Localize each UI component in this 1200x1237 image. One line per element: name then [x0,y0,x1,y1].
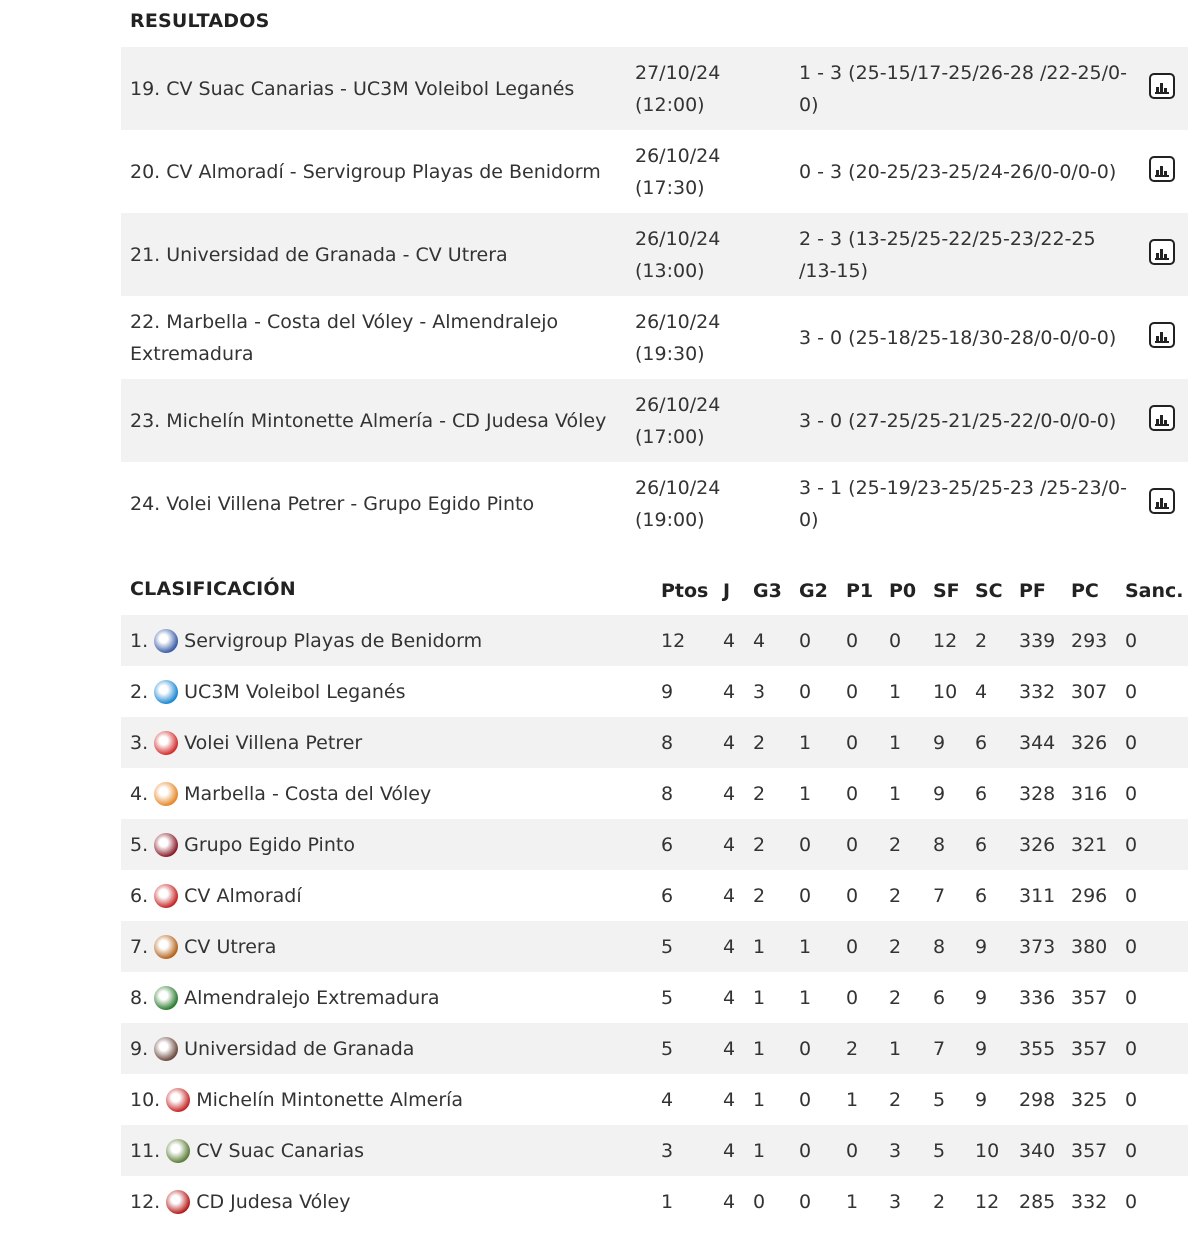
stat-cell: 0 [1125,1037,1138,1060]
bar-chart-icon[interactable] [1149,488,1175,514]
stat-cell: 0 [1125,833,1138,856]
team-position: 1. [130,629,149,652]
stat-cell: 2 [753,884,766,907]
standings-row [121,1125,1188,1176]
stat-cell: 2 [889,833,902,856]
team-logo [166,1190,190,1214]
stat-cell: 328 [1019,782,1056,805]
standings-row [121,615,1188,666]
stat-cell: 2 [753,782,766,805]
team-name[interactable]: Almendralejo Extremadura [184,986,440,1009]
stat-cell: 4 [661,1088,674,1111]
result-row [121,462,1188,545]
stat-cell: 4 [723,884,736,907]
result-date: 26/10/24 [635,310,721,333]
stat-cell: 355 [1019,1037,1056,1060]
stat-cell: 0 [1125,680,1138,703]
stat-cell: 6 [975,884,988,907]
result-score: 1 - 3 (25-15/17-25/26-28 /22-25/0-0) [799,61,1127,116]
stat-cell: 5 [661,1037,674,1060]
result-row [121,130,1188,213]
stat-cell: 1 [753,1037,766,1060]
standings-row [121,819,1188,870]
bar-chart-icon[interactable] [1149,239,1175,265]
team-cell [130,615,482,666]
column-header: G2 [799,580,828,602]
result-match: 23. Michelín Mintonette Almería - CD Judesa Vóley [130,409,607,432]
result-match: 20. CV Almoradí - Servigroup Playas de Benidorm [130,160,601,183]
result-score: 0 - 3 (20-25/23-25/24-26/0-0/0-0) [799,160,1117,183]
stat-cell: 332 [1071,1190,1108,1213]
stat-cell: 4 [753,629,766,652]
stat-cell: 9 [661,680,674,703]
stat-cell: 0 [1125,1088,1138,1111]
result-time: (19:30) [635,342,705,365]
stat-cell: 344 [1019,731,1056,754]
standings-row [121,1074,1188,1125]
stat-cell: 336 [1019,986,1056,1009]
stat-cell: 8 [933,833,946,856]
stat-cell: 7 [933,884,946,907]
team-name[interactable]: Volei Villena Petrer [184,731,363,754]
bar-chart-icon[interactable] [1149,322,1175,348]
stat-cell: 0 [846,1139,859,1162]
result-score: 3 - 0 (27-25/25-21/25-22/0-0/0-0) [799,409,1117,432]
team-position: 4. [130,782,149,805]
stat-cell: 2 [933,1190,946,1213]
stat-cell: 332 [1019,680,1056,703]
stat-cell: 1 [799,986,812,1009]
column-header: P1 [846,580,874,602]
stat-cell: 285 [1019,1190,1056,1213]
stat-cell: 0 [889,629,902,652]
stat-cell: 4 [723,1190,736,1213]
stat-cell: 4 [723,629,736,652]
team-name[interactable]: UC3M Voleibol Leganés [184,680,406,703]
stat-cell: 1 [889,1037,902,1060]
team-position: 12. [130,1190,161,1213]
team-position: 3. [130,731,149,754]
stat-cell: 2 [889,986,902,1009]
stat-cell: 12 [661,629,686,652]
stat-cell: 6 [975,731,988,754]
result-datetime [635,130,765,213]
standings-row [121,717,1188,768]
stat-cell: 1 [799,935,812,958]
stat-cell: 0 [1125,935,1138,958]
stat-cell: 0 [799,629,812,652]
stat-cell: 8 [661,731,674,754]
stat-cell: 4 [975,680,988,703]
standings-header [121,570,1188,614]
stat-cell: 307 [1071,680,1108,703]
stat-cell: 2 [753,833,766,856]
column-header: PC [1071,580,1099,602]
stat-cell: 9 [933,782,946,805]
team-position: 2. [130,680,149,703]
result-row [121,47,1188,130]
standings-table [121,615,1188,1227]
column-header: G3 [753,580,782,602]
stat-cell: 4 [723,1139,736,1162]
column-header: SC [975,580,1003,602]
standings-row [121,921,1188,972]
stat-cell: 3 [661,1139,674,1162]
stat-cell: 296 [1071,884,1108,907]
stat-cell: 6 [661,884,674,907]
stat-cell: 326 [1071,731,1108,754]
stat-cell: 357 [1071,1139,1108,1162]
stat-cell: 4 [723,1037,736,1060]
stat-cell: 0 [799,1037,812,1060]
result-date: 26/10/24 [635,227,721,250]
stat-cell: 2 [846,1037,859,1060]
team-name[interactable]: Universidad de Granada [184,1037,415,1060]
result-datetime [635,462,765,545]
team-position: 7. [130,935,149,958]
result-date: 26/10/24 [635,144,721,167]
result-datetime [635,379,765,462]
standings-title: CLASIFICACIÓN [130,578,296,600]
standings-row [121,870,1188,921]
result-time: (19:00) [635,508,705,531]
stat-cell: 10 [975,1139,1000,1162]
team-logo [154,1037,178,1061]
team-cell [130,1125,364,1176]
team-name[interactable]: CV Utrera [184,935,277,958]
stat-cell: 0 [846,629,859,652]
team-cell [130,768,431,819]
stat-cell: 340 [1019,1139,1056,1162]
result-match: 19. CV Suac Canarias - UC3M Voleibol Leganés [130,77,575,100]
stat-cell: 2 [889,935,902,958]
stat-cell: 4 [723,986,736,1009]
stat-cell: 311 [1019,884,1056,907]
team-logo [154,935,178,959]
stat-cell: 321 [1071,833,1108,856]
stat-cell: 6 [975,833,988,856]
stat-cell: 0 [799,1139,812,1162]
team-logo [154,884,178,908]
result-date: 27/10/24 [635,61,721,84]
result-match: 22. Marbella - Costa del Vóley - Almendralejo Extremadura [130,310,559,365]
stat-cell: 357 [1071,1037,1108,1060]
stat-cell: 6 [975,782,988,805]
stat-cell: 0 [799,1088,812,1111]
team-name[interactable]: Grupo Egido Pinto [184,833,355,856]
team-cell [130,1023,414,1074]
result-date: 26/10/24 [635,476,721,499]
column-header: Ptos [661,580,709,602]
results-title: RESULTADOS [130,10,270,32]
stat-cell: 9 [975,1037,988,1060]
stat-cell: 9 [933,731,946,754]
stat-cell: 1 [753,935,766,958]
stat-cell: 2 [753,731,766,754]
stat-cell: 0 [1125,1190,1138,1213]
result-row [121,296,1188,379]
stat-cell: 8 [933,935,946,958]
team-cell [130,819,355,870]
stat-cell: 0 [1125,782,1138,805]
stat-cell: 1 [753,1088,766,1111]
team-position: 10. [130,1088,161,1111]
standings-row [121,768,1188,819]
stat-cell: 10 [933,680,958,703]
stat-cell: 316 [1071,782,1108,805]
column-header: Sanc. [1125,580,1184,602]
team-position: 6. [130,884,149,907]
stat-cell: 339 [1019,629,1056,652]
result-match: 21. Universidad de Granada - CV Utrera [130,243,508,266]
stat-cell: 1 [889,731,902,754]
team-cell [130,1176,351,1227]
team-position: 9. [130,1037,149,1060]
team-name[interactable]: Michelín Mintonette Almería [196,1088,464,1111]
stat-cell: 4 [723,731,736,754]
stat-cell: 298 [1019,1088,1056,1111]
stat-cell: 4 [723,1088,736,1111]
team-cell [130,666,406,717]
result-date: 26/10/24 [635,393,721,416]
stat-cell: 6 [661,833,674,856]
stat-cell: 0 [846,680,859,703]
stat-cell: 2 [975,629,988,652]
stat-cell: 8 [661,782,674,805]
stat-cell: 0 [1125,629,1138,652]
team-name[interactable]: CV Almoradí [184,884,302,907]
team-cell [130,870,302,921]
result-row [121,379,1188,462]
team-name[interactable]: CD Judesa Vóley [196,1190,351,1213]
stat-cell: 4 [723,833,736,856]
team-position: 8. [130,986,149,1009]
stat-cell: 1 [846,1190,859,1213]
stat-cell: 0 [799,884,812,907]
stat-cell: 12 [975,1190,1000,1213]
result-time: (12:00) [635,93,705,116]
stat-cell: 0 [846,782,859,805]
stat-cell: 12 [933,629,958,652]
team-logo [154,731,178,755]
team-cell [130,921,276,972]
team-position: 11. [130,1139,161,1162]
stat-cell: 0 [846,884,859,907]
stat-cell: 9 [975,986,988,1009]
stat-cell: 1 [846,1088,859,1111]
result-time: (17:00) [635,425,705,448]
stat-cell: 3 [753,680,766,703]
team-cell [130,717,362,768]
column-header: SF [933,580,960,602]
bar-chart-icon[interactable] [1149,156,1175,182]
column-header: J [723,580,731,602]
stat-cell: 0 [799,833,812,856]
stat-cell: 326 [1019,833,1056,856]
stat-cell: 4 [723,680,736,703]
stat-cell: 1 [889,782,902,805]
stat-cell: 4 [723,935,736,958]
team-logo [154,629,178,653]
stat-cell: 0 [753,1190,766,1213]
standings-row [121,972,1188,1023]
result-datetime [635,47,765,130]
stat-cell: 1 [799,782,812,805]
team-logo [154,680,178,704]
standings-row [121,1023,1188,1074]
team-name[interactable]: Marbella - Costa del Vóley [184,782,432,805]
team-logo [154,833,178,857]
stat-cell: 357 [1071,986,1108,1009]
stat-cell: 5 [661,935,674,958]
bar-chart-icon[interactable] [1149,405,1175,431]
stat-cell: 3 [889,1190,902,1213]
standings-row [121,666,1188,717]
result-score: 2 - 3 (13-25/25-22/25-23/22-25 /13-15) [799,227,1096,282]
stat-cell: 1 [799,731,812,754]
team-name[interactable]: CV Suac Canarias [196,1139,364,1162]
stat-cell: 7 [933,1037,946,1060]
stat-cell: 293 [1071,629,1108,652]
stat-cell: 2 [889,884,902,907]
result-datetime [635,296,765,379]
result-datetime [635,213,765,296]
stat-cell: 373 [1019,935,1056,958]
stat-cell: 325 [1071,1088,1108,1111]
result-score: 3 - 1 (25-19/23-25/25-23 /25-23/0-0) [799,476,1127,531]
stat-cell: 1 [753,986,766,1009]
team-logo [154,782,178,806]
stat-cell: 5 [661,986,674,1009]
stat-cell: 3 [889,1139,902,1162]
stat-cell: 0 [846,986,859,1009]
stat-cell: 0 [846,731,859,754]
stat-cell: 9 [975,935,988,958]
column-header: P0 [889,580,917,602]
stat-cell: 0 [799,1190,812,1213]
stat-cell: 0 [799,680,812,703]
stat-cell: 380 [1071,935,1108,958]
stat-cell: 0 [1125,731,1138,754]
team-logo [154,986,178,1010]
team-cell [130,972,440,1023]
standings-row [121,1176,1188,1227]
results-list [121,47,1188,545]
team-position: 5. [130,833,149,856]
team-logo [166,1139,190,1163]
stat-cell: 5 [933,1139,946,1162]
stat-cell: 5 [933,1088,946,1111]
stat-cell: 0 [1125,986,1138,1009]
bar-chart-icon[interactable] [1149,73,1175,99]
team-name[interactable]: Servigroup Playas de Benidorm [184,629,483,652]
stat-cell: 0 [846,935,859,958]
team-cell [130,1074,463,1125]
result-score: 3 - 0 (25-18/25-18/30-28/0-0/0-0) [799,326,1117,349]
result-row [121,213,1188,296]
stat-cell: 2 [889,1088,902,1111]
result-match: 24. Volei Villena Petrer - Grupo Egido Pinto [130,492,535,515]
stat-cell: 9 [975,1088,988,1111]
stat-cell: 0 [846,833,859,856]
stat-cell: 0 [1125,884,1138,907]
result-time: (17:30) [635,176,705,199]
stat-cell: 1 [753,1139,766,1162]
stat-cell: 0 [1125,1139,1138,1162]
result-time: (13:00) [635,259,705,282]
team-logo [166,1088,190,1112]
stat-cell: 6 [933,986,946,1009]
column-header: PF [1019,580,1046,602]
stat-cell: 4 [723,782,736,805]
stat-cell: 1 [889,680,902,703]
stat-cell: 1 [661,1190,674,1213]
